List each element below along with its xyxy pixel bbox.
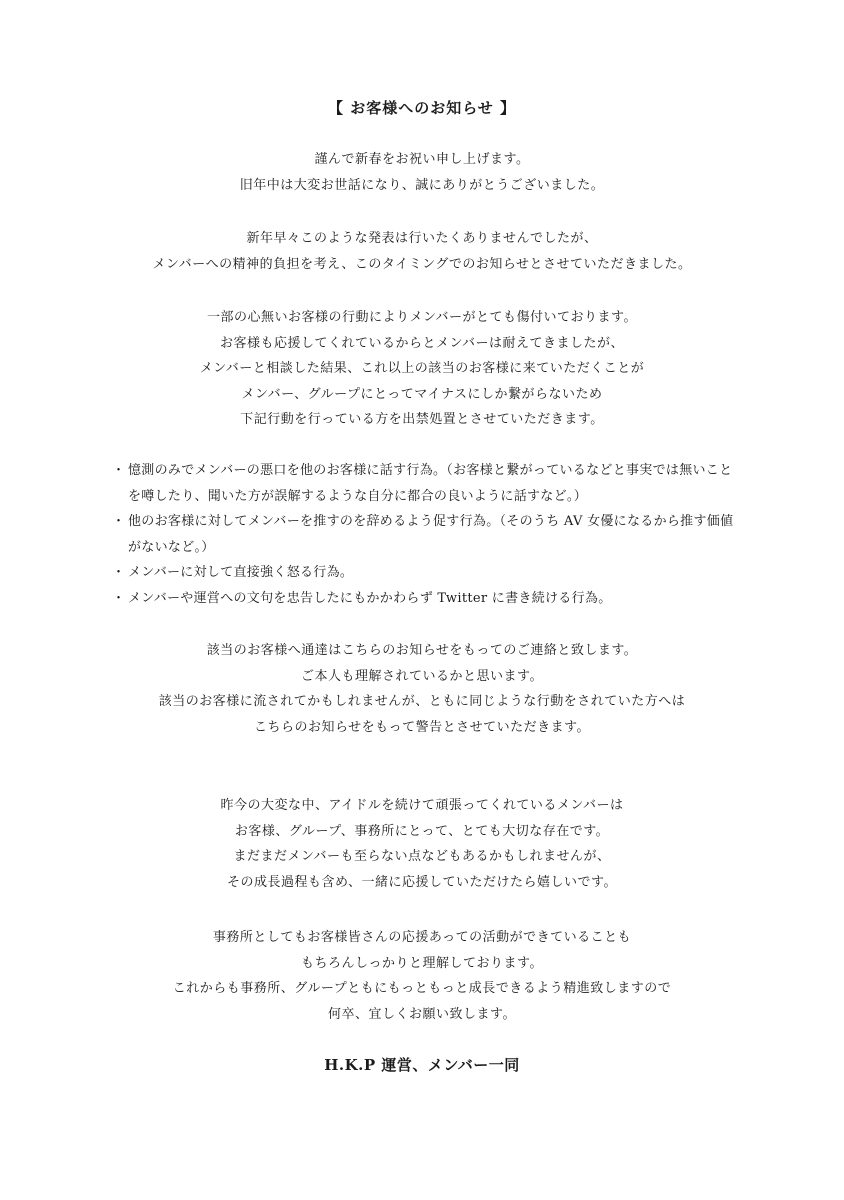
support-paragraph: [60, 793, 784, 895]
paragraph-line: 昨今の大変な中、アイドルを続けて頑張ってくれているメンバーは: [220, 798, 624, 813]
announcement-paragraph: [60, 226, 784, 277]
greeting-paragraph: [60, 147, 784, 198]
paragraph-line: まだまだメンバーも至らない点などもあるかもしれませんが、: [233, 849, 611, 864]
notification-paragraph: [60, 638, 784, 740]
paragraph-line: 該当のお客様に流されてかもしれませんが、ともに同じような行動をされていた方へは: [158, 694, 686, 709]
bullet-mark: ・: [112, 565, 126, 580]
list-item: [112, 458, 752, 509]
paragraph-line: メンバー、グループにとってマイナスにしか繋がらないため: [241, 386, 603, 402]
paragraph-line: メンバーと相談した結果、これ以上の該当のお客様に来ていただくことが: [199, 361, 645, 376]
paragraph-line: お客様、グループ、事務所にとって、とても大切な存在です。: [234, 823, 610, 839]
signature: H.K.P 運営、メンバー一同: [324, 1056, 520, 1074]
bullet-mark: ・: [112, 514, 126, 529]
paragraph-line: 謹んで新春をお祝い申し上げます。: [314, 152, 530, 167]
list-item-text: を噂したり、聞いた方が誤解するような自分に都合の良いように話すなど。）: [128, 488, 588, 504]
paragraph-line: お客様も応援してくれているからとメンバーは耐えてきましたが、: [219, 335, 625, 351]
list-item-text: がないなど。）: [128, 539, 215, 555]
prohibited-actions-list: [112, 458, 752, 611]
bullet-mark: ・: [112, 590, 126, 606]
paragraph-line: 旧年中は大変お世話になり、誠にありがとうございました。: [239, 177, 605, 193]
paragraph-line: 新年早々このような発表は行いたくありませんでしたが、: [246, 231, 598, 246]
closing-paragraph: [60, 925, 784, 1027]
reason-paragraph: [60, 305, 784, 433]
paragraph-line: こちらのお知らせをもって警告とさせていただきます。: [253, 719, 591, 735]
paragraph-line: もちろんしっかりと理解しております。: [301, 955, 543, 971]
list-item: [112, 509, 752, 560]
bullet-mark: ・: [112, 463, 126, 478]
paragraph-line: ご本人も理解されているかと思います。: [301, 668, 543, 684]
list-item: [112, 560, 752, 586]
paragraph-line: 該当のお客様へ通達はこちらのお知らせをもってのご連絡と致します。: [206, 643, 638, 658]
paragraph-line: 下記行動を行っている方を出禁処置とさせていただきます。: [240, 412, 604, 427]
list-item: [112, 586, 752, 612]
list-item-text: メンバーに対して直接強く怒る行為。: [128, 565, 354, 580]
list-item-text: メンバーや運営への文句を忠告したにもかかわらず Twitter に書き続ける行為。: [128, 590, 612, 606]
paragraph-line: これからも事務所、グループともにもっともっと成長できるよう精進致しますので: [172, 981, 672, 996]
paragraph-line: 事務所としてもお客様皆さんの応援あっての活動ができていることも: [212, 930, 632, 945]
paragraph-line: 一部の心無いお客様の行動によりメンバーがとても傷付いております。: [206, 310, 638, 325]
list-item-text: 憶測のみでメンバーの悪口を他のお客様に話す行為。（お客様と繋がっているなどと事実では無いこと: [128, 463, 733, 478]
paragraph-line: メンバーへの精神的負担を考え、このタイミングでのお知らせとさせていただきました。: [152, 256, 692, 272]
notice-title: 【 お客様へのお知らせ 】: [328, 99, 516, 117]
list-item-text: 他のお客様に対してメンバーを推すのを辞めるよう促す行為。（そのうち AV 女優になるから推す価値: [128, 514, 734, 529]
paragraph-line: 何卒、宜しくお願い致します。: [328, 1006, 516, 1022]
paragraph-line: その成長過程も含め、一緒に応援していただけたら嬉しいです。: [227, 874, 617, 890]
